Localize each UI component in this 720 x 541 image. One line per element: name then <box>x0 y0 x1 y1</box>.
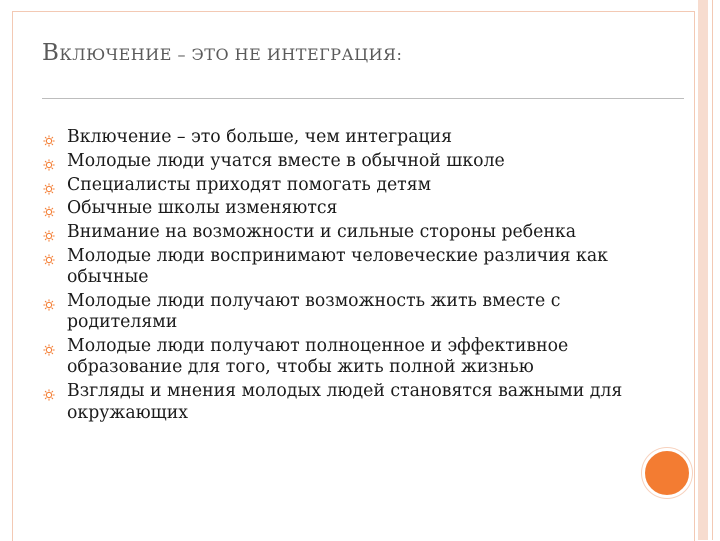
bullet-icon <box>43 341 55 353</box>
bullet-icon <box>43 156 55 168</box>
bullet-icon <box>43 296 55 308</box>
list-item <box>42 291 642 334</box>
list-item <box>42 127 642 148</box>
list-item <box>42 381 642 424</box>
list-item <box>42 336 642 379</box>
title-rest: КЛЮЧЕНИЕ – ЭТО НЕ ИНТЕГРАЦИЯ: <box>59 45 403 64</box>
bullet-text: Внимание на возможности и сильные стороны ребенка <box>67 222 577 243</box>
bullet-list <box>42 127 642 426</box>
title-initial: В <box>42 40 60 66</box>
orange-circle-decoration <box>642 448 692 498</box>
bullet-icon <box>43 386 55 398</box>
list-item <box>42 222 642 243</box>
list-item <box>42 151 642 172</box>
bullet-icon <box>43 180 55 192</box>
slide-title <box>42 40 642 66</box>
bullet-text: Молодые люди получают полноценное и эффективное образование для того, чтобы жить полной жизнью <box>67 336 569 378</box>
title-divider <box>42 98 684 99</box>
list-item <box>42 198 642 219</box>
bullet-icon <box>43 203 55 215</box>
bullet-text: Молодые люди учатся вместе в обычной школе <box>67 150 505 171</box>
bullet-text: Молодые люди воспринимают человеческие различия как обычные <box>67 245 608 288</box>
list-item <box>42 175 642 196</box>
bullet-icon <box>43 132 55 144</box>
bullet-text: Молодые люди получают возможность жить вместе с родителями <box>67 291 561 333</box>
bullet-text: Взгляды и мнения молодых людей становятся важными для окружающих <box>67 381 623 423</box>
bullet-icon <box>43 251 55 263</box>
bullet-icon <box>43 227 55 239</box>
bullet-text: Включение – это больше, чем интеграция <box>67 127 453 147</box>
bullet-text: Специалисты приходят помогать детям <box>67 174 432 195</box>
decorative-side-line <box>712 0 713 540</box>
bullet-text: Обычные школы изменяются <box>67 198 338 219</box>
decorative-side-bar <box>698 0 708 540</box>
list-item <box>42 246 642 289</box>
